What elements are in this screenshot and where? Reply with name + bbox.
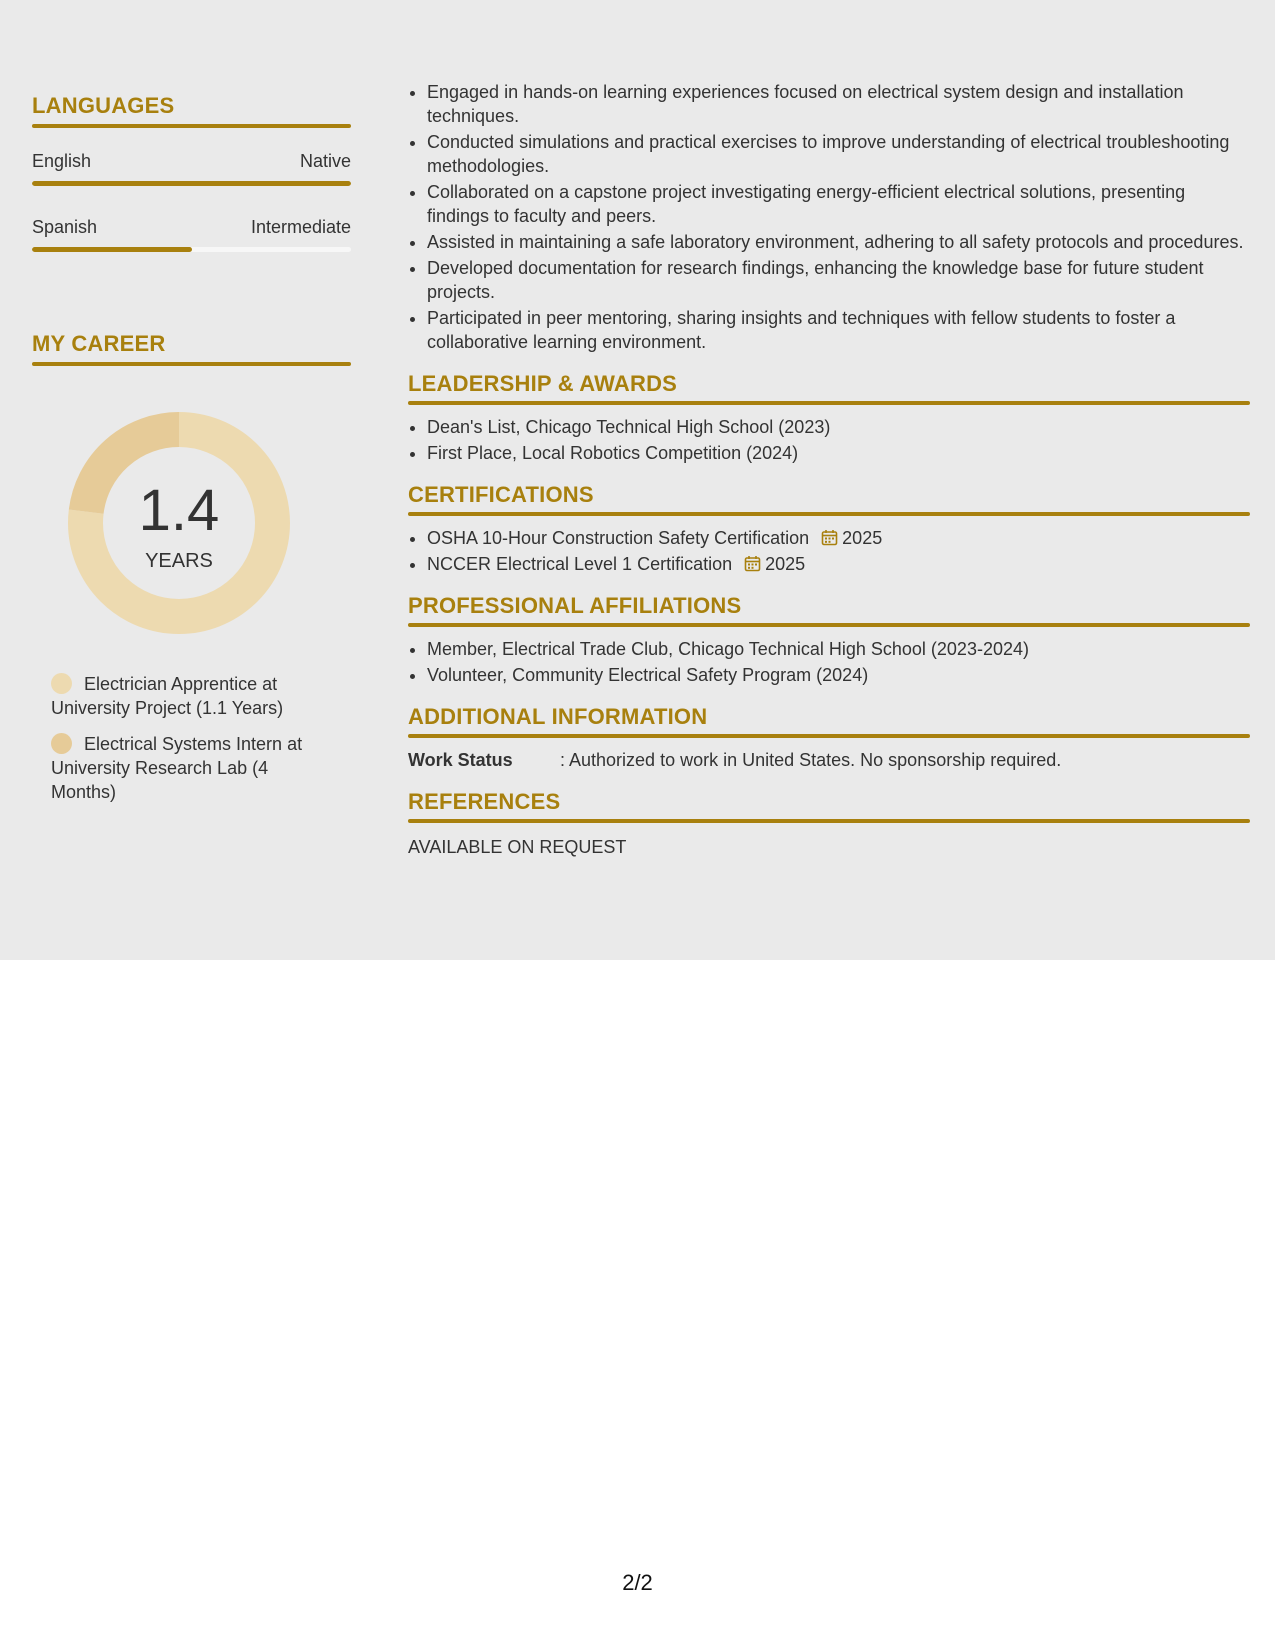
list-item: • Member, Electrical Trade Club, Chicago Technical High School (2023-2024): [427, 637, 1250, 661]
certification-year: 2025: [765, 554, 806, 574]
section-rule: [408, 734, 1250, 738]
career-donut-chart: [66, 410, 292, 636]
career-legend-item: [51, 672, 331, 720]
list-item: • Developed documentation for research findings, enhancing the knowledge base for future student projects.: [427, 256, 1250, 304]
section-rule: [408, 401, 1250, 405]
leadership-section: [408, 370, 1250, 465]
career-legend: [51, 672, 331, 804]
work-status-row: [408, 748, 1250, 772]
list-item: • Volunteer, Community Electrical Safety Program (2024): [427, 663, 1250, 687]
language-item: [32, 216, 351, 252]
language-level: Intermediate: [250, 217, 351, 237]
languages-section: [32, 92, 351, 252]
languages-title: LANGUAGES: [32, 93, 175, 118]
list-item: • Engaged in hands-on learning experiences focused on electrical system design and installation techniques.: [427, 80, 1250, 128]
language-item: [32, 150, 351, 186]
list-item: • Collaborated on a capstone project investigating energy-efficient electrical solutions, presenting findings to faculty and peers.: [427, 180, 1250, 228]
career-total-years: 1.4: [138, 478, 220, 543]
section-rule: [408, 819, 1250, 823]
language-level-bar: [32, 247, 351, 252]
section-rule: [408, 623, 1250, 627]
languages-rule: [32, 124, 351, 128]
left-column: [32, 92, 351, 816]
certifications-section: [408, 481, 1250, 576]
certifications-title: CERTIFICATIONS: [408, 482, 594, 507]
certification-name: NCCER Electrical Level 1 Certification: [427, 554, 733, 574]
affiliations-title: PROFESSIONAL AFFILIATIONS: [408, 593, 742, 618]
career-rule: [32, 362, 351, 366]
career-total-unit: YEARS: [145, 550, 213, 572]
additional-info-title: ADDITIONAL INFORMATION: [408, 704, 708, 729]
list-item: [427, 552, 1250, 576]
work-status-value: : Authorized to work in United States. No sponsorship required.: [560, 750, 1062, 770]
language-level-fill: [32, 247, 192, 252]
list-item: • Dean's List, Chicago Technical High School (2023): [427, 415, 1250, 439]
career-section: [32, 330, 351, 804]
calendar-icon: [821, 529, 838, 546]
experience-bullet-list: [408, 80, 1250, 354]
leadership-title: LEADERSHIP & AWARDS: [408, 371, 678, 396]
legend-label: Electrical Systems Intern at University Research Lab (4 Months): [51, 734, 303, 802]
legend-label: Electrician Apprentice at University Project (1.1 Years): [51, 674, 284, 718]
references-section: [408, 788, 1250, 859]
language-name: English: [32, 151, 92, 171]
career-title: MY CAREER: [32, 331, 166, 356]
section-rule: [408, 512, 1250, 516]
right-column: [408, 80, 1250, 859]
legend-dot: [51, 673, 72, 694]
language-level-bar: [32, 181, 351, 186]
additional-info-section: [408, 703, 1250, 772]
list-item: • First Place, Local Robotics Competition (2024): [427, 441, 1250, 465]
calendar-icon: [744, 555, 761, 572]
career-legend-item: [51, 732, 331, 804]
list-item: • Assisted in maintaining a safe laboratory environment, adhering to all safety protocols and procedures.: [427, 230, 1250, 254]
references-title: REFERENCES: [408, 789, 561, 814]
work-status-label: Work Status: [408, 750, 513, 770]
page-number: 2/2: [622, 1570, 653, 1595]
certification-year: 2025: [842, 528, 883, 548]
certification-name: OSHA 10-Hour Construction Safety Certification: [427, 528, 810, 548]
language-level-fill: [32, 181, 351, 186]
references-text: AVAILABLE ON REQUEST: [408, 837, 627, 857]
list-item: • Conducted simulations and practical exercises to improve understanding of electrical troubleshooting methodologies.: [427, 130, 1250, 178]
list-item: [427, 526, 1250, 550]
affiliations-section: [408, 592, 1250, 687]
list-item: • Participated in peer mentoring, sharing insights and techniques with fellow students to foster a collaborative learning environment.: [427, 306, 1250, 354]
legend-dot: [51, 733, 72, 754]
language-name: Spanish: [32, 217, 98, 237]
language-level: Native: [299, 151, 351, 171]
